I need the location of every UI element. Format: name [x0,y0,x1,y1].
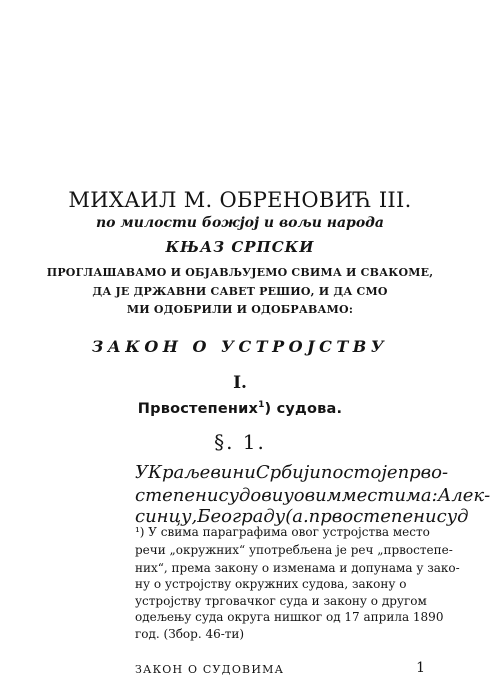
body-word: степени [135,485,219,506]
page-number: 1 [416,660,425,676]
body-line-2 [135,485,490,506]
body-word: у [283,485,294,506]
running-title: ЗАКОН О СУДОВИМА [135,663,285,676]
footnote-line-6: одељењу суда округа нишког од 17 априла 1890 [135,610,444,624]
body-word: првостепени [308,506,437,527]
footnote-line-4: ну о устројству окружних судова, закону о [135,577,407,591]
body-word: Београду [197,506,286,527]
footnote-line-3: них“, према закону о изменама и допунама у зако- [135,561,460,575]
ruler-title: МИХАИЛ М. ОБРЕНОВИЋ III. [68,188,412,212]
body-word: местима: [341,485,438,506]
chapter-title-text: Првостепених [137,400,259,417]
paragraph-number: §. 1. [214,430,266,454]
chapter-number: I. [233,373,247,393]
prince-title: КЊАЗ СРПСКИ [165,238,315,256]
body-word: овим [293,485,342,506]
footnote-line-1: ¹) У свима параграфима овог устројства место [135,525,430,539]
proclamation-line-3: МИ ОДОБРИЛИ И ОДОБРАВАМО: [126,303,354,316]
body-line-3 [135,506,469,527]
body-word: (а. [285,506,309,527]
body-word: Србији [255,462,321,483]
body-word: синцу, [135,506,198,527]
footnote-line-7: год. (Збор. 46-ти) [135,627,245,641]
chapter-title-rest: ) судова. [264,400,343,417]
proclamation-line-1: ПРОГЛАШАВАМО И ОБЈАВЉУЈЕМО СВИМА И СВАКОМЕ, [46,266,434,279]
body-word: У [135,462,149,483]
page-footer [135,660,425,676]
proclamation-line-2: ДА ЈЕ ДРЖАВНИ САВЕТ РЕШИО, И ДА СМО [92,285,388,298]
body-word: постоје [320,462,398,483]
footnote-reference: 1 [258,400,265,410]
body-word: прво- [397,462,449,483]
body-word: суд [436,506,469,527]
by-grace-line: по милости божјој и вољи народа [96,215,384,231]
body-word: Краљевини [148,462,256,483]
law-title: ЗАКОН О УСТРОЈСТВУ [91,337,389,356]
body-line-1 [135,462,449,483]
body-word: судови [218,485,284,506]
body-word: Алек- [437,485,490,506]
chapter-title [0,400,480,417]
footnote-line-5: устројству трговачког суда и закону о другом [135,594,427,608]
footnote-line-2: речи „окружних“ употребљена је реч „првостепе- [135,543,453,557]
